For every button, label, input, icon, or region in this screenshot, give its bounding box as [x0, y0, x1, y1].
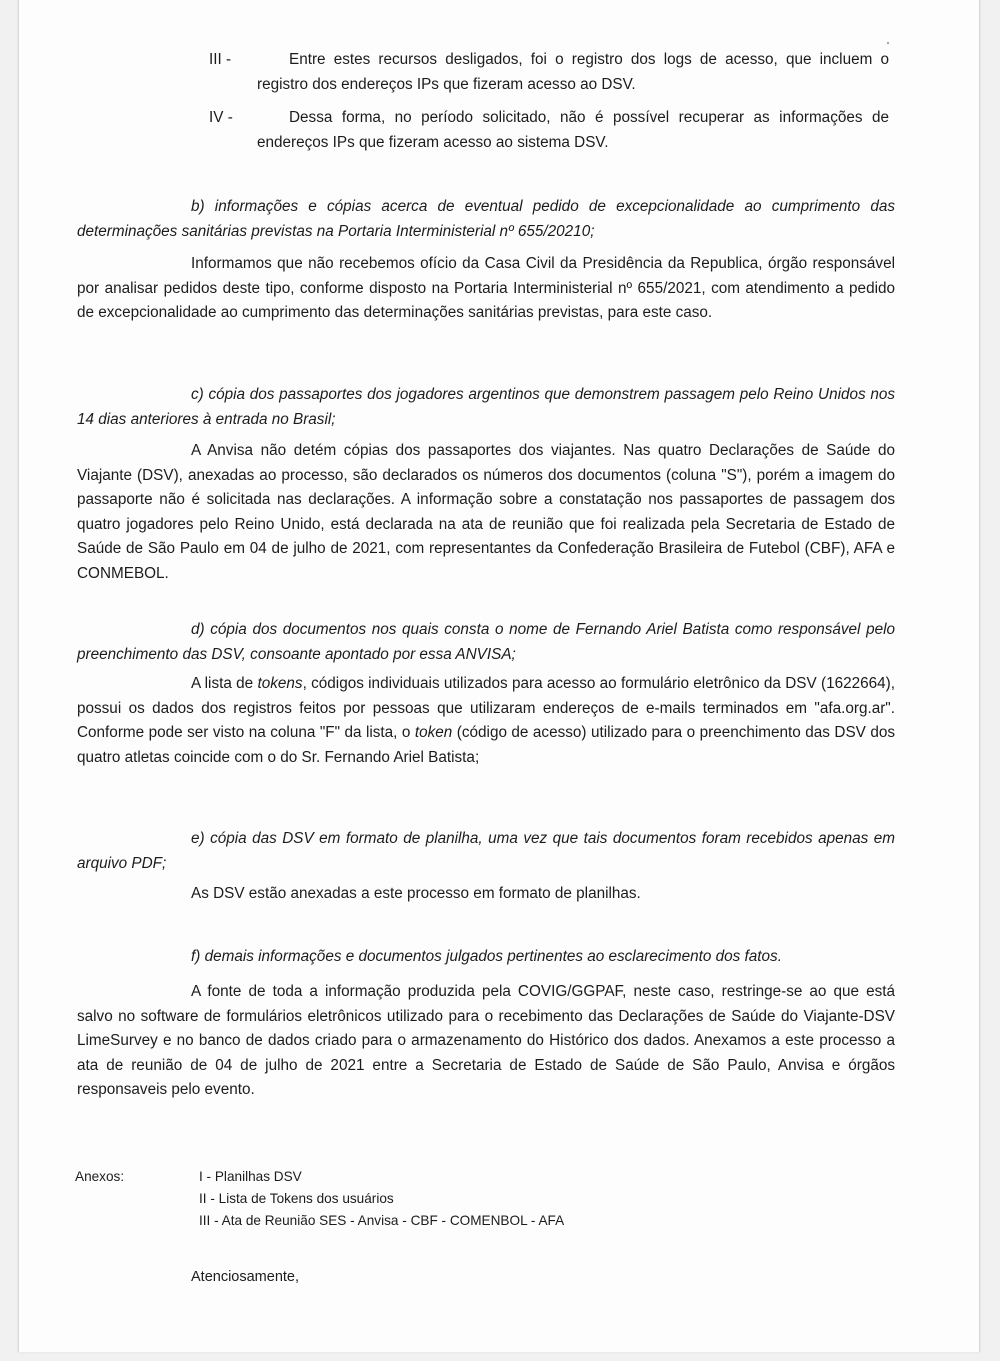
section-d-body-tokens: tokens	[257, 675, 303, 692]
annex-item-1: I - Planilhas DSV	[199, 1169, 302, 1184]
item-iii-text-content: Entre estes recursos desligados, foi o registro dos logs de acesso, que incluem o registro dos endereços IPs que fizeram acesso ao DSV.	[257, 51, 889, 93]
section-b-heading: b) informações e cópias acerca de eventual pedido de excepcionalidade ao cumprimento das determinações sanitárias previstas na Portaria Interministerial nº 655/20210;	[77, 198, 895, 240]
item-iii-number: III -	[209, 51, 232, 68]
item-iii-text	[257, 48, 889, 97]
section-f-heading: f) demais informações e documentos julgados pertinentes ao esclarecimento dos fatos.	[191, 948, 782, 965]
scan-speck	[887, 42, 889, 44]
item-iv-text	[257, 106, 889, 155]
section-d-body-part1: A lista de	[191, 675, 258, 692]
section-e-body: As DSV estão anexadas a este processo em formato de planilhas.	[191, 885, 641, 902]
section-f-body: A fonte de toda a informação produzida pela COVIG/GGPAF, neste caso, restringe-se ao que está salvo no software de formulários eletrônicos utilizado para o recebimento das Declarações de Saúde do Viajante-DSV LimeSurvey e no banco de dados criado para o armazenamento do Histórico dos dados. Anexamos a este processo a ata de reunião de 04 de julho de 2021 entre a Secretaria de Estado de Saúde de São Paulo, Anvisa e órgãos responsaveis pelo evento.	[77, 983, 895, 1098]
document-page	[18, 0, 980, 1352]
section-e-heading: e) cópia das DSV em formato de planilha, uma vez que tais documentos foram recebidos apenas em arquivo PDF;	[77, 830, 895, 872]
section-d-body-part2: , códigos individuais utilizados para acesso ao formulário eletrônico da DSV (1622664), possui os dados dos registros feitos por pessoas que utilizaram endereços de e-mails terminados em "afa.org.ar". Conforme pode ser visto na coluna "F" da lista, o	[77, 675, 895, 741]
annex-item-2: II - Lista de Tokens dos usuários	[199, 1191, 394, 1206]
item-iv-number: IV -	[209, 109, 233, 126]
section-d-body	[77, 672, 895, 770]
section-d-body-part3: (código de acesso) utilizado para o preenchimento das DSV dos quatro atletas coincide com o do Sr. Fernando Ariel Batista;	[77, 724, 895, 766]
section-c-heading: c) cópia dos passaportes dos jogadores argentinos que demonstrem passagem pelo Reino Unidos nos 14 dias anteriores à entrada no Brasil;	[77, 386, 895, 428]
section-b-body: Informamos que não recebemos ofício da Casa Civil da Presidência da Republica, órgão responsável por analisar pedidos deste tipo, conforme disposto na Portaria Interministerial nº 655/2021, com atendimento a pedido de excepcionalidade ao cumprimento das determinações sanitárias previstas, para este caso.	[77, 255, 895, 321]
section-d-body-token: token	[414, 724, 453, 741]
closing-salutation: Atenciosamente,	[191, 1269, 300, 1285]
annex-item-3: III - Ata de Reunião SES - Anvisa - CBF - COMENBOL - AFA	[199, 1213, 565, 1228]
section-c-body: A Anvisa não detém cópias dos passaportes dos viajantes. Nas quatro Declarações de Saúde do Viajante (DSV), anexadas ao processo, são declarados os números dos documentos (coluna "S"), porém a imagem do passaporte não é solicitada nas declarações. A informação sobre a constatação nos passaportes de passagem dos quatro jogadores pelo Reino Unido, está declarada na ata de reunião que foi realizada pela Secretaria de Estado de Saúde de São Paulo em 04 de julho de 2021, com representantes da Confederação Brasileira de Futebol (CBF), AFA e CONMEBOL.	[77, 442, 895, 582]
item-iv-text-content: Dessa forma, no período solicitado, não é possível recuperar as informações de endereços IPs que fizeram acesso ao sistema DSV.	[257, 109, 889, 151]
section-d-heading: d) cópia dos documentos nos quais consta o nome de Fernando Ariel Batista como responsável pelo preenchimento das DSV, consoante apontado por essa ANVISA;	[77, 621, 895, 663]
annexes-label: Anexos:	[75, 1169, 125, 1184]
